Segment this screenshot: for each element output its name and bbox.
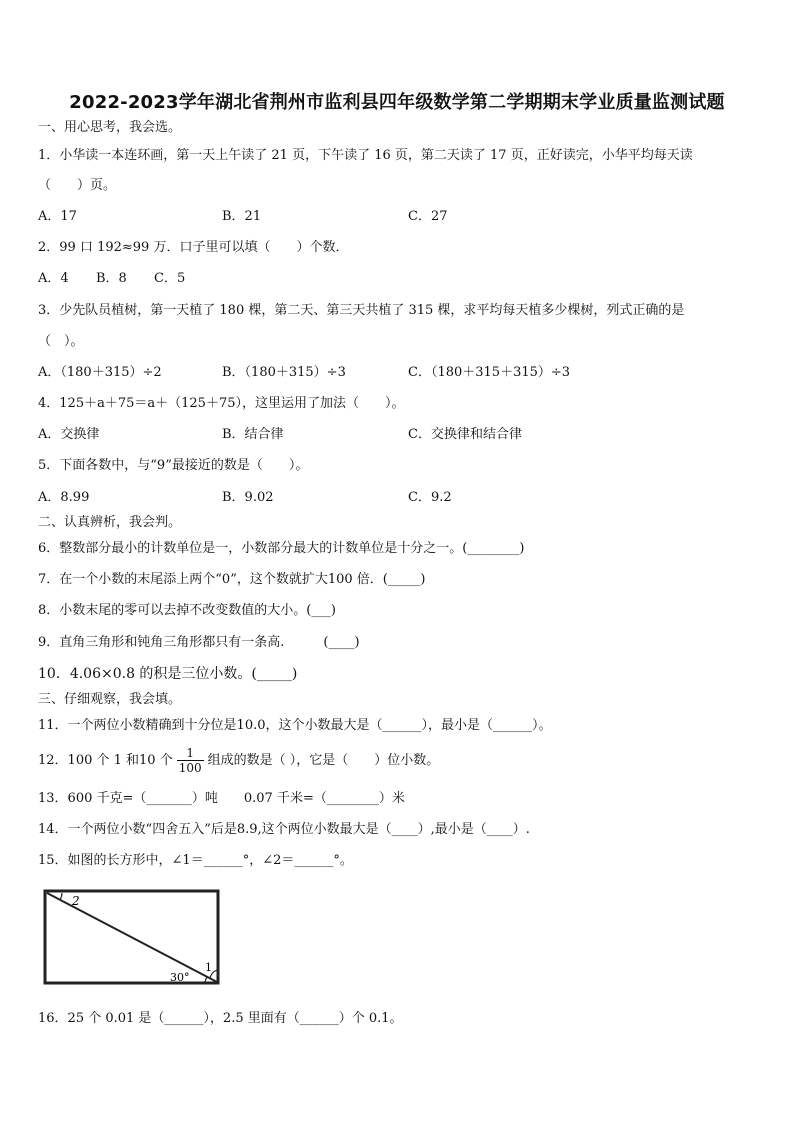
question-5-option-a: A．8.99 [38,490,90,505]
question-1-option-a: A．17 [38,209,77,224]
question-1-text: 1．小华读一本连环画，第一天上午读了 21 页，下午读了 16 页，第二天读了 17 页，正好读完，小华平均每天读 [38,148,693,163]
question-12-text-before: 12．100 个 1 和10 个 [38,753,173,768]
question-1-option-b: B．21 [222,209,262,224]
question-2-option-a: A．4 [38,271,69,286]
fraction-numerator: 1 [177,746,204,761]
angle-2-arc [60,893,62,900]
question-9-text: 9．直角三角形和钝角三角形都只有一条高. (____) [38,635,360,650]
angle-30-arc [205,977,207,982]
question-3-text: 3．少先队员植树，第一天植了 180 棵，第二天、第三天共植了 315 棵，求平均每天植多少棵树，列式正确的是 [38,303,685,318]
question-16-text: 16．25 个 0.01 是（______），2.5 里面有（______）个 0.1。 [38,1011,403,1026]
question-12-text-after: 组成的数是（ ），它是（ ）位小数。 [207,753,440,768]
section-heading-2: 二、认真辨析，我会判。 [38,515,182,530]
fraction-denominator: 100 [178,761,202,775]
question-5-option-b: B．9.02 [222,490,274,505]
question-3-option-b: B．（180＋315）÷3 [222,365,346,380]
question-3-option-c: C．（180＋315＋315）÷3 [408,365,571,380]
page-title: 2022-2023学年湖北省荆州市监利县四年级数学第二学期期末学业质量监测试题 [69,92,725,113]
question-3-text-cont: （ ）。 [38,334,84,349]
question-10-text: 10．4.06×0.8 的积是三位小数。(_____) [38,666,298,682]
question-11-text: 11．一个两位小数精确到十分位是10.0，这个小数最大是（______），最小是（______）。 [38,718,552,733]
question-4-option-b: B．结合律 [222,427,284,442]
question-3-option-a: A．（180＋315）÷2 [38,365,162,380]
question-8-text: 8．小数末尾的零可以去掉不改变数值的大小。(___) [38,603,336,618]
angle-2-label: 2 [72,894,80,908]
question-5-text: 5．下面各数中，与“9”最接近的数是（ ）。 [38,458,309,473]
section-heading-3: 三、仔细观察，我会填。 [38,692,182,707]
question-13-text: 13．600 千克=（_______）吨 0.07 千米=（________）米 [38,791,405,806]
fraction [177,746,204,775]
question-4-option-c: C．交换律和结合律 [408,427,522,442]
question-4-text: 4．125＋a＋75＝a＋（125＋75），这里运用了加法（ ）。 [38,396,405,411]
angle-1-label: 1 [205,961,212,974]
question-5-option-c: C．9.2 [408,490,452,505]
question-1-option-c: C．27 [408,209,448,224]
question-15-text: 15．如图的长方形中，∠1＝______°，∠2＝______°。 [38,853,353,868]
question-2-text: 2．99 口 192≈99 万．口子里可以填（ ）个数． [38,240,349,255]
question-14-text: 14．一个两位小数“四舍五入”后是8.9,这个两位小数最大是（____）,最小是（____）. [38,822,530,837]
question-4-option-a: A．交换律 [38,427,100,442]
question-1-text-cont: （ ）页。 [38,178,117,193]
question-7-text: 7．在一个小数的末尾添上两个“0”，这个数就扩大100 倍．(_____) [38,572,426,587]
question-2-option-b: B．8 [96,271,127,286]
rectangle-figure [42,886,222,988]
section-heading-1: 一、用心思考，我会选。 [38,120,182,135]
question-2-option-c: C．5 [154,271,186,286]
question-6-text: 6．整数部分最小的计数单位是一，小数部分最大的计数单位是十分之一。(________) [38,541,525,556]
angle-30-label: 30° [170,971,190,984]
question-12-text [38,745,439,777]
